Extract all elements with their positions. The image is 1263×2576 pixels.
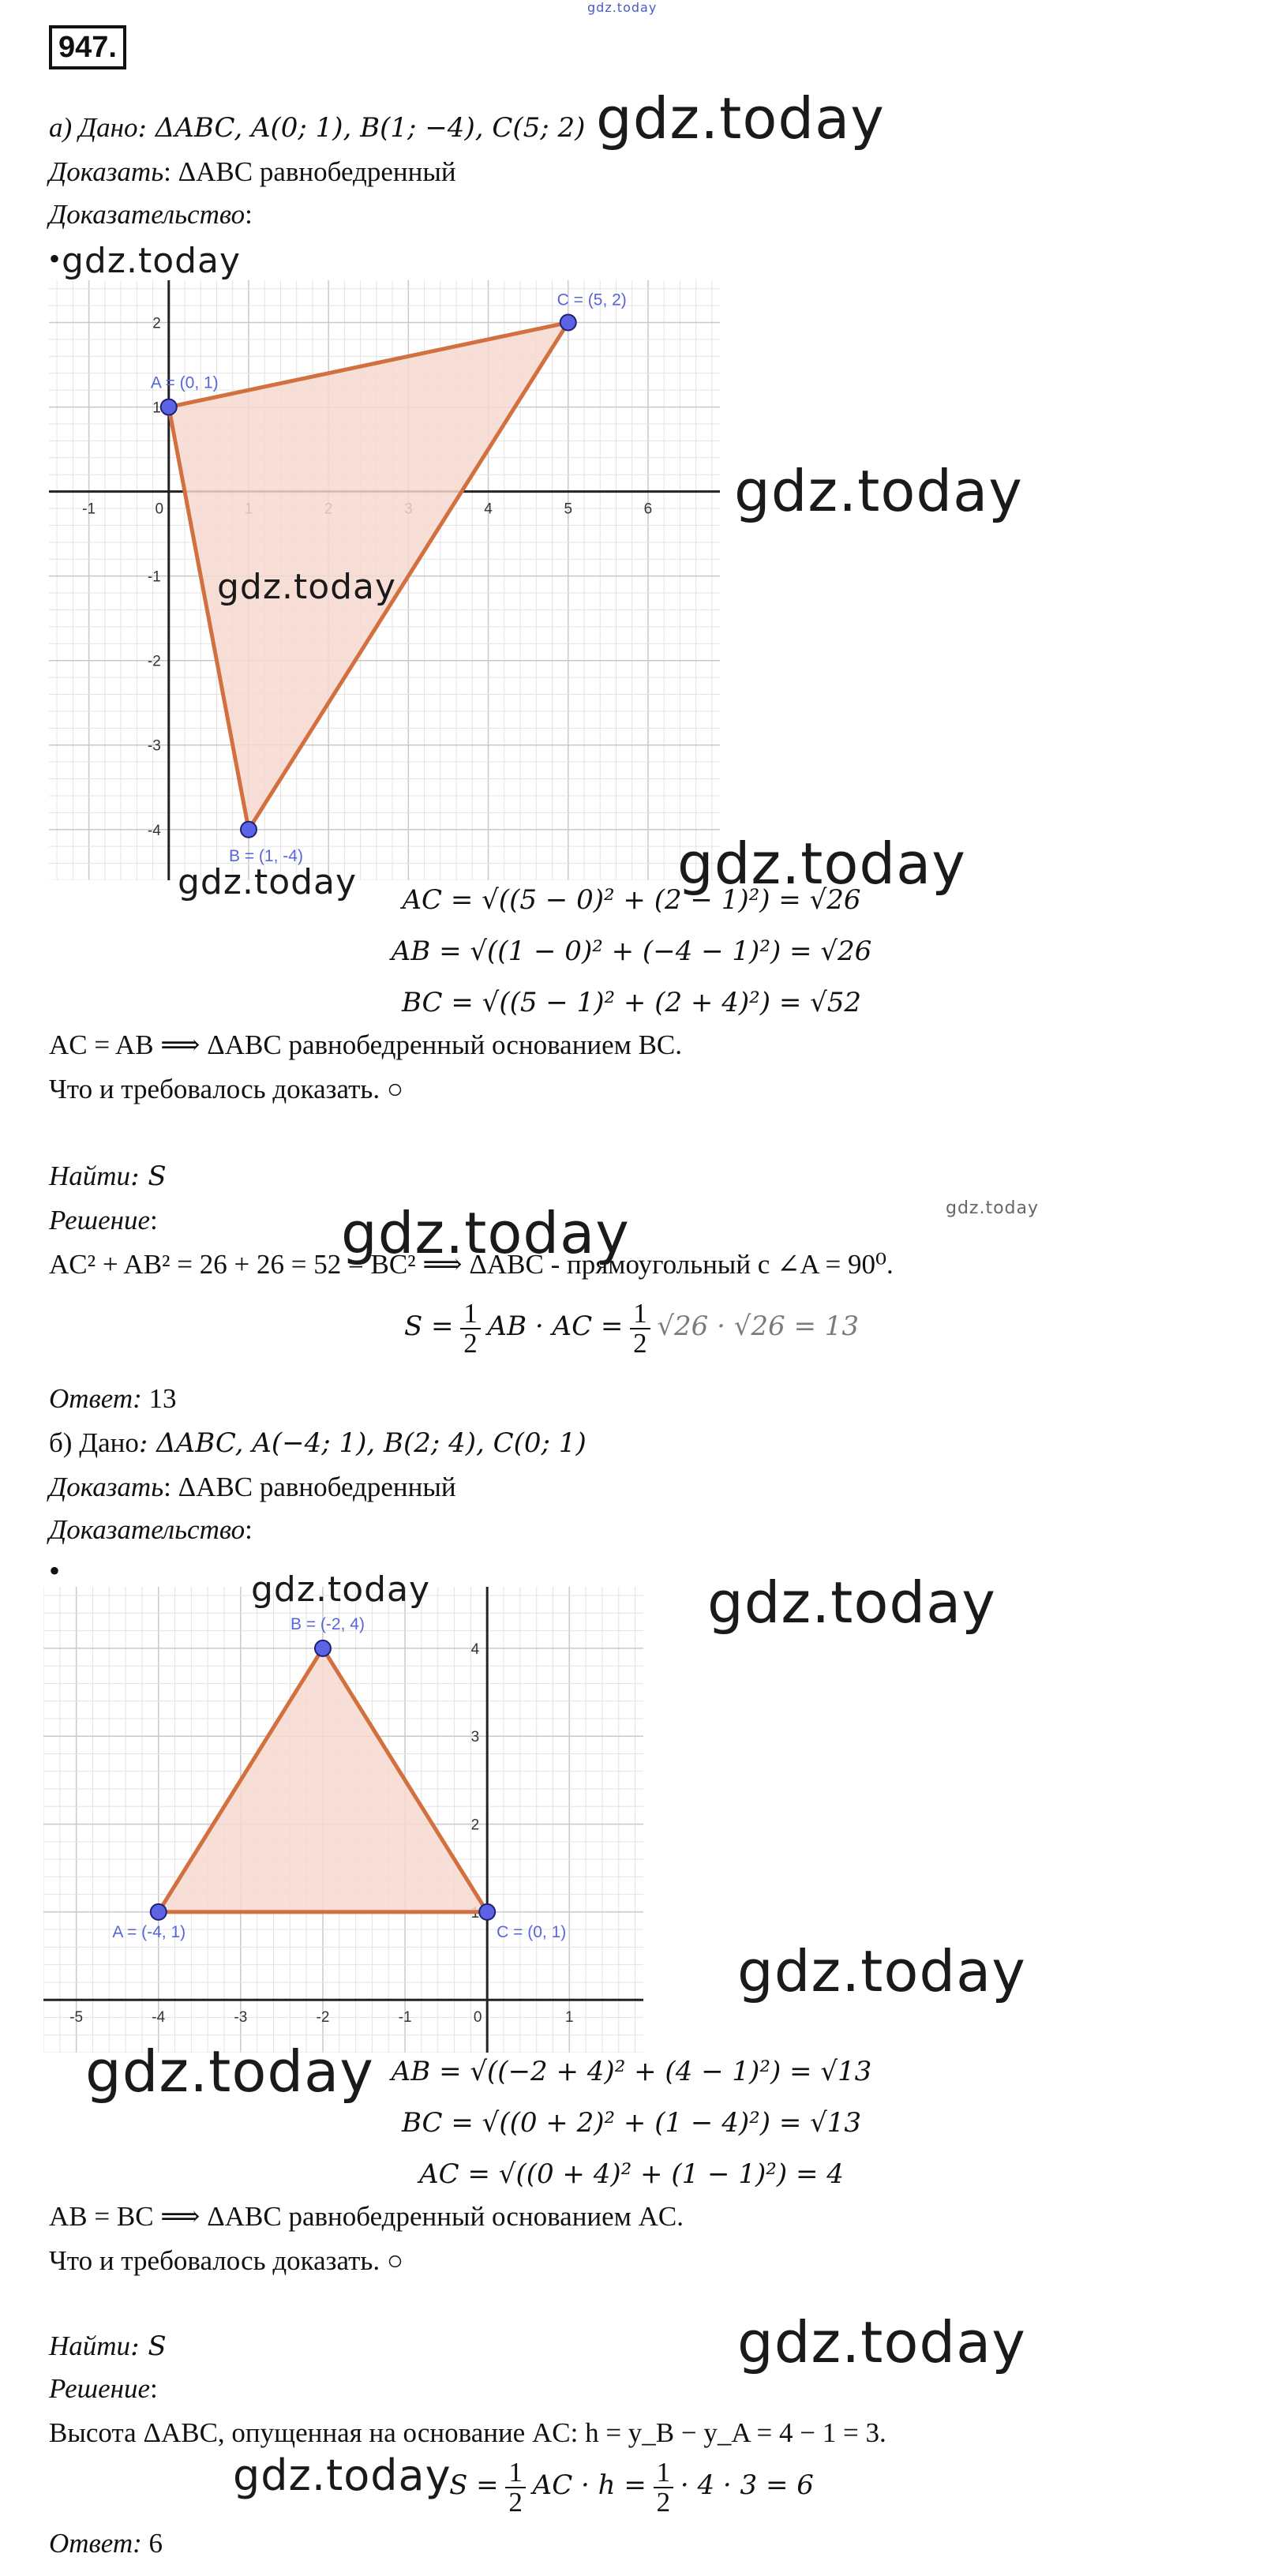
part-b-prove [49,1470,456,1505]
part-b-find [49,2329,167,2364]
area-lhs: S = [403,1310,454,1342]
watermark: gdz.today [707,1569,996,1636]
watermark: gdz.today [178,862,358,902]
answer-value: 13 [141,1383,177,1414]
answer-value: 6 [141,2528,163,2559]
x-tick-label: 6 [643,501,653,518]
vertex-point [241,822,257,838]
part-a-eq-ab: AB = √((1 − 0)² + (−4 − 1)²) = √26 [391,936,872,967]
part-a-answer [49,1382,177,1416]
part-b-solution-line: Высота ΔABC, опущенная на основание AC: h = y_B − y_A = 4 − 1 = 3. [49,2417,886,2448]
find-text: : S [130,1161,167,1192]
vertex-label: A = (0, 1) [150,373,219,392]
x-tick-label: -4 [152,2009,166,2027]
y-tick-label: 2 [470,1817,480,1834]
part-a-solution-line: AC² + AB² = 26 + 26 = 52 = BC² ⟹ ΔABC - прямоугольный с ∠A = 90⁰. [49,1249,894,1280]
part-b-area-formula [0,2454,1263,2517]
part-a-prove [49,155,456,189]
given-text: : ΔABC, A(−4; 1), B(2; 4), C(0; 1) [138,1427,587,1459]
part-b-bullet: • [49,1553,61,1588]
given-text: : ΔABC, A(0; 1), B(1; −4), C(5; 2) [137,112,586,144]
y-tick-label: -2 [147,653,161,670]
find-label: Найти [49,2330,131,2361]
area-mid: AC · h = [532,2469,646,2501]
area-fraction-2: $\frac{1}{2}$ [654,2458,674,2517]
part-a-bullet: • [49,241,61,276]
x-tick-label: 0 [155,501,164,518]
watermark: gdz.today [737,1938,1026,2004]
part-b-answer [49,2526,163,2561]
proof-label: Доказательство [49,1514,245,1545]
vertex-point [161,399,177,415]
watermark: gdz.today [677,831,966,897]
vertex-label: A = (-4, 1) [112,1922,186,1941]
part-b-given [49,1426,587,1460]
x-tick-label: -1 [82,501,96,518]
prove-label: Доказать [49,1472,164,1502]
x-tick-label: 1 [565,2009,574,2027]
y-tick-label: -3 [147,737,161,755]
part-b-proof-heading [49,1513,253,1547]
vertex-label: B = (-2, 4) [290,1614,365,1633]
problem-number: 947. [49,25,126,69]
part-a-eq-ac: AC = √((5 − 0)² + (2 − 1)²) = √26 [402,884,861,916]
watermark: gdz.today [62,241,242,281]
watermark: gdz.today [596,85,885,152]
prove-text: : ΔABC равнобедренный [163,1472,456,1502]
y-tick-label: 4 [470,1640,480,1658]
x-tick-label: 5 [564,501,573,518]
given-label: а) Дано [49,112,138,143]
answer-label: Ответ: [49,2528,142,2559]
vertex-label: C = (0, 1) [497,1922,567,1941]
vertex-point [315,1640,331,1656]
area-fraction-1: $\frac{1}{2}$ [460,1299,481,1358]
part-b-qed: Что и требовалось доказать. ○ [49,2245,404,2276]
x-tick-label: -2 [316,2009,330,2027]
proof-colon: : [245,199,253,230]
proof-label: Доказательство [49,199,245,230]
area-rest: · 4 · 3 = 6 [680,2469,814,2501]
prove-label: Доказать [49,156,164,187]
solution-label: Решение [49,1205,151,1236]
solution-label: Решение [49,2373,151,2404]
watermark: gdz.today [251,1569,431,1610]
find-text: : S [130,2330,167,2362]
vertex-point [479,1904,495,1920]
watermark: gdz.today [217,567,397,607]
part-a-eq-bc: BC = √((5 − 1)² + (2 + 4)²) = √52 [401,987,862,1018]
vertex-label: C = (5, 2) [557,291,627,309]
vertex-point [560,315,576,331]
x-tick-label: -3 [234,2009,248,2027]
solution-colon: : [150,1205,158,1236]
part-a-proof-heading [49,197,253,232]
part-b-eq-ac: AC = √((0 + 4)² + (1 − 1)²) = 4 [419,2158,844,2190]
x-tick-label: 0 [473,2009,482,2027]
x-tick-label: 4 [484,501,493,518]
part-a-qed: Что и требовалось доказать. ○ [49,1074,404,1104]
watermark: gdz.today [946,1198,1040,1218]
watermark: gdz.today [85,2038,374,2105]
x-tick-label: -5 [69,2009,84,2027]
part-a-given [49,111,585,145]
watermark: gdz.today [734,458,1023,524]
area-rest: √26 · √26 = 13 [657,1310,860,1342]
part-b-eq-bc: BC = √((0 + 2)² + (1 − 4)²) = √13 [401,2107,862,2139]
part-a-area-formula [0,1295,1263,1358]
y-tick-label: -1 [147,568,161,586]
given-label: б) Дано [49,1427,139,1458]
vertex-label: B = (1, -4) [228,846,303,865]
watermark: gdz.today [233,2450,452,2500]
proof-colon: : [245,1514,253,1545]
y-tick-label: 1 [152,399,161,417]
area-fraction-2: $\frac{1}{2}$ [630,1299,650,1358]
area-fraction-1: $\frac{1}{2}$ [505,2458,526,2517]
part-b-solution-heading [49,2372,158,2406]
part-a-conclusion: AC = AB ⟹ ΔABC равнобедренный основанием BC. [49,1029,683,1060]
vertex-point [151,1904,167,1920]
prove-text: : ΔABC равнобедренный [163,156,456,187]
area-mid: AB · AC = [487,1310,624,1342]
area-lhs: S = [449,2469,499,2501]
part-b-coordinate-graph [43,1587,643,2053]
y-tick-label: 3 [470,1729,480,1746]
find-label: Найти [49,1161,131,1191]
top-watermark: gdz.today [587,0,658,15]
part-a-find [49,1159,167,1194]
part-b-conclusion: AB = BC ⟹ ΔABC равнобедренный основанием AC. [49,2201,684,2232]
part-b-eq-ab: AB = √((−2 + 4)² + (4 − 1)²) = √13 [391,2056,872,2087]
answer-label: Ответ: [49,1383,142,1414]
y-tick-label: -4 [147,822,161,839]
x-tick-label: -1 [398,2009,412,2027]
watermark: gdz.today [341,1200,630,1266]
part-a-solution-heading [49,1203,158,1238]
y-tick-label: 2 [152,315,161,332]
solution-colon: : [150,2373,158,2404]
watermark: gdz.today [737,2309,1026,2375]
